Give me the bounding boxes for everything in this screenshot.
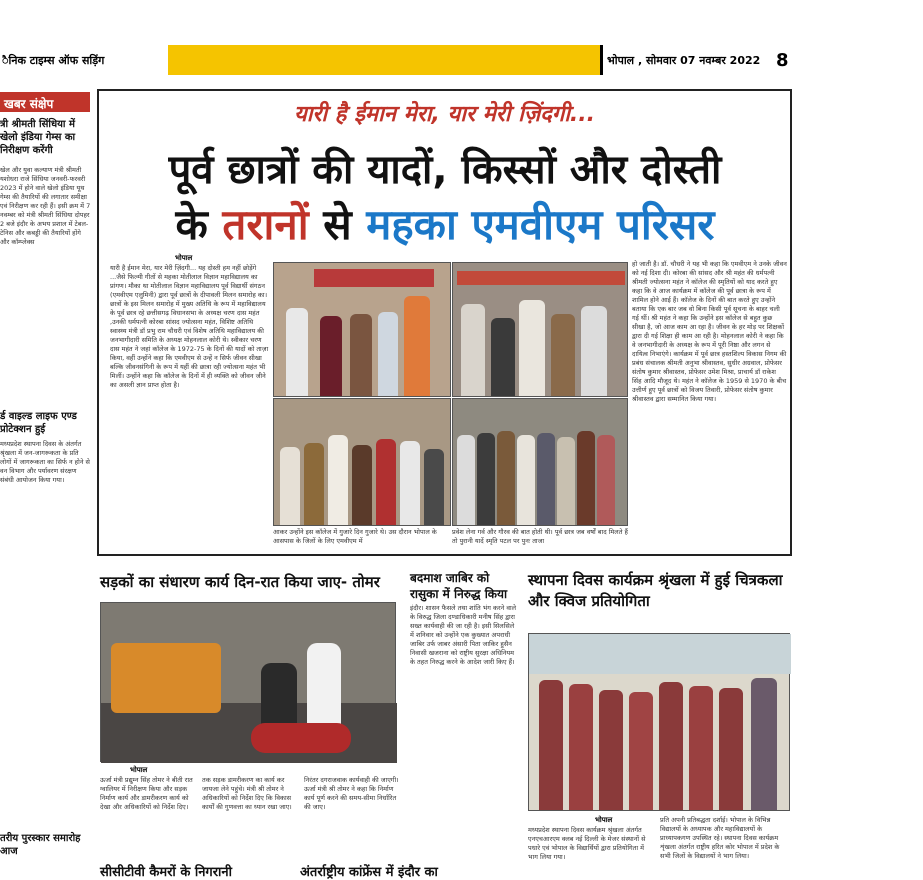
lead-column-left: यारी है ईमान मेरा, यार मेरी ज़िंदगी... यह दोस्ती हम नहीं छोड़ेंगे ...जैसे फिल्मी गीतों से महका मोतीलाल विज्ञान महाविद्यालय का प्रांगण। मौका था मोतीलाल विज्ञान महाविद्यालय पूर्व विद्यार्थी संगठन (एमवीएम एलुमिनी) द्वारा पूर्व छात्रों के दीपावली मिलन समारोह का। छात्रों के इस मिलन समारोह में मुख्य अतिथि के रूप में महाविद्यालय के पूर्व छात्र रहे छत्तीसगढ़ विधानसभा के अध्यक्ष चरण दास महंत ,उनकी धर्मपत्नी कोरबा सांसद ज्योत्सना महंत, विशिष्ट अतिथि स्वास्थ्य मंत्री डॉ प्रभु राम चौधरी एवं विशेष अतिथि महाविद्यालय की जनभागीदारी समिति के अध्यक्ष मोहनलाल कोरी थे। स्वीकार चरण दास महंत ने जहां कॉलेज के 1972-75 के दिनों की यादों को ताज़ा किया, वहीं उन्होंने कहा कि एमवीएम से उन्हें न सिर्फ जीवन सीखा बल्कि जीवनसंगिनी के रूप में यहीं की छात्रा रही ज्योत्सना महंत भी मिलीं। उन्होंने कहा कि कॉलेज के दिनों में ही व्यक्ति को जीवन जीने का असली ज्ञान प्राप्त होता है। — [110, 264, 269, 389]
teaser-left: सीसीटीवी कैमरों के निगरानी — [100, 865, 232, 880]
lead-caption-right: प्रवेश लेना गर्व और गौरव की बात होती थी। पूर्व छात्र जब वर्षों बाद मिलते हैं तो पुरानी यादें स्मृति पटल पर पुनः ताजा — [452, 528, 628, 545]
lead-photo-bottom-right — [452, 398, 628, 526]
lead-photo-top-left — [273, 262, 451, 397]
lead-headline-line1: पूर्व छात्रों की यादों, किस्सों और दोस्ती — [168, 147, 722, 193]
lead-photo-bottom-left — [273, 398, 451, 526]
foundation-col1: मध्यप्रदेश स्थापना दिवस कार्यक्रम श्रृंखला अंतर्गत एनएचआरएम क्लब नई दिल्ली के मेजर संस्थानों से पधारे एवं भोपाल के विद्यार्थियों द्वारा प्रतियोगिता में भाग लिया गया। — [528, 826, 646, 861]
sidebar-story2-headline: र्ड वाइल्ड लाइफ एण्ड प्रोटेक्शन हुई — [0, 411, 77, 435]
roads-headline: सड़कों का संधारण कार्य दिन-रात किया जाए- तोमर — [100, 573, 380, 591]
foundation-headline: स्थापना दिवस कार्यक्रम श्रृंखला में हुई चित्रकला और क्विज प्रतियोगिता — [528, 571, 783, 610]
lead-column-right: हो जाती है। डॉ. चौधरी ने यह भी कहा कि एमवीएम ने उनके जीवन को नई दिशा दी। कोरबा की सांसद और श्री महंत की धर्मपत्नी श्रीमती ज्योत्सना महंत ने कॉलेज की स्मृतियों को याद करते हुए कहा कि वे आज कार्यक्रम में कॉलेज की पूर्व छात्रा के रूप में शामिल होने आई हैं। कॉलेज के दिनों की बात करते हुए उन्होंने बताया कि एक बार जब वो बिना किसी पूर्व सूचना के बाहर चली गई थीं। श्री महंत ने कहा कि उन्होंने इस कॉलेज से बहुत कुछ सीखा है, जो आज काम आ रहा है। जीवन के हर मोड़ पर शिक्षकों द्वारा दी गई शिक्षा ही काम आ रही है। मोहनलाल कोरी ने कहा कि वे जनभागीदारी के अध्यक्ष के रूप में पूरी निष्ठा और लगन से दायित्व निभाएंगे। कार्यक्रम में पूर्व छात्र हस्तशिल्प विकास निगम की प्रबंध संचालक श्रीमती अनुभा श्रीवास्तव, सुधीर अग्रवाल, प्रोफेसर संतोष कुमार श्रीवास्तव, प्रोफेसर उमेश मिश्रा, प्राचार्य डॉ राकेश सिंह आदि मौजूद थे। महंत ने कॉलेज के 1959 से 1970 के बीच उत्तीर्ण हुए पूर्व छात्रों को विजय तिवारी, प्रोफेसर संतोष कुमार श्रीवास्तव द्वारा सम्मानित किया गया। — [632, 260, 787, 403]
teaser-right: अंतर्राष्ट्रीय कांफ्रेंस में इंदौर का — [300, 865, 438, 880]
sidebar-story2-body: मध्यप्रदेश स्थापना दिवस के अंतर्गत श्रृंखला में जन-जागरूकता के प्रति लोगों में जागरूकता का सिर्फ न होने से वन विभाग और पर्यावरण संरक्षण संबंधी आयोजन किया गया। — [0, 440, 90, 484]
lead-headline-line2 — [100, 195, 790, 252]
page-number: 8 — [776, 50, 789, 71]
headline-word: के — [175, 200, 208, 249]
criminal-headline: बदमाश जाबिर को रासुका में निरुद्ध किया — [410, 571, 508, 601]
sidebar-story1-headline: त्री श्रीमती सिंधिया में खेलो इंडिया गेम्स का निरीक्षण करेंगी — [0, 119, 76, 156]
sidebar-title: खबर संक्षेप — [0, 92, 90, 112]
criminal-body: इंदौर। शासन फैसले तथा शांति भंग करने वाले के विरुद्ध जिला दण्डाधिकारी मनीष सिंह द्वारा सख्त कार्यवाही की जा रही है। इसी सिलसिले में शनिवार को उन्होंने एक कुख्यात अपराधी जाबिर उर्फ जाबर अंसारी पिता जाकिर हुसैन निवासी खजराना को राष्ट्रीय सुरक्षा अधिनियम के तहत निरुद्ध करने के आदेश जारी किए हैं। — [410, 604, 517, 666]
sidebar-story3-headline: तरीय पुरस्कार समारोह आज — [0, 833, 81, 857]
roads-photo — [100, 602, 396, 762]
masthead: ैनिक टाइम्स ऑफ सड़िंग — [0, 45, 175, 75]
headline-word-highlight: तरानों — [222, 200, 309, 249]
foundation-photo — [528, 633, 790, 811]
lead-caption-left: आकर उन्होंने इस कॉलेज में गुजारे दिन गुजारे थे। उस दौरान भोपाल के आसपास के जिलों के लिए एमवीएम में — [273, 528, 437, 545]
foundation-dateline: भोपाल — [595, 816, 613, 824]
lead-dateline: भोपाल — [175, 254, 193, 262]
roads-col2: तक सड़क डामरीकरण का कार्य कर जायजा लेने पहुंचे। मंत्री श्री तोमर ने अधिकारियों को निर्देश दिए कि विकास कार्यों की गुणवत्ता का ध्यान रखा जाए। — [202, 776, 292, 811]
foundation-col2: प्रति अपनी प्रतिबद्धता दर्शाई। भोपाल के विभिन्न विद्यालयों के अध्यापक और महाविद्यालयों के प्राध्यापकगण उपस्थित रहे। स्थापना दिवस कार्यक्रम शृंखला अंतर्गत राष्ट्रीय हरित कोर भोपाल में प्रदेश के सभी जिलों के विद्यालयों ने भाग लिया। — [660, 816, 780, 860]
issue-date: भोपाल , सोमवार 07 नवम्बर 2022 — [600, 45, 792, 75]
header-band — [168, 45, 600, 75]
lead-kicker: यारी है ईमान मेरा, यार मेरी ज़िंदगी... — [293, 102, 596, 127]
roads-col3: निरंतर दगराजवाक कार्यवाही की जाएगी। ऊर्जा मंत्री श्री तोमर ने कहा कि निर्माण कार्य पूर्ण करने की समय-सीमा निर्धारित की जाए। — [304, 776, 399, 811]
roads-col1: ऊर्जा मंत्री प्रद्युम्न सिंह तोमर ने बीती रात ग्वालियर में निरीक्षण किया और सड़क निर्माण कार्य और डामरीकरण कार्य को देखा और अधिकारियों को निर्देश दिए। — [100, 776, 193, 811]
sidebar-story1-body: खेल और युवा कल्याण मंत्री श्रीमती यशोधरा राजे सिंधिया जनवरी-फरवरी 2023 में होने वाले खेलो इंडिया यूथ गेम्स की तैयारियों की लगातार समीक्षा एवं निरीक्षण कर रही हैं। इसी क्रम में 7 नवम्बर को मंत्री श्रीमती सिंधिया दोपहर 2 बजे इंदौर के अभय प्रशाल में टेबल-टेनिस और कबड्डी की तैयारियों होंगे और कॉम्प्लेक्स — [0, 166, 91, 246]
roads-dateline: भोपाल — [130, 766, 148, 774]
lead-photo-top-right — [452, 262, 628, 397]
headline-word-blue: महका एमवीएम परिसर — [366, 200, 715, 249]
headline-word: से — [323, 200, 352, 249]
